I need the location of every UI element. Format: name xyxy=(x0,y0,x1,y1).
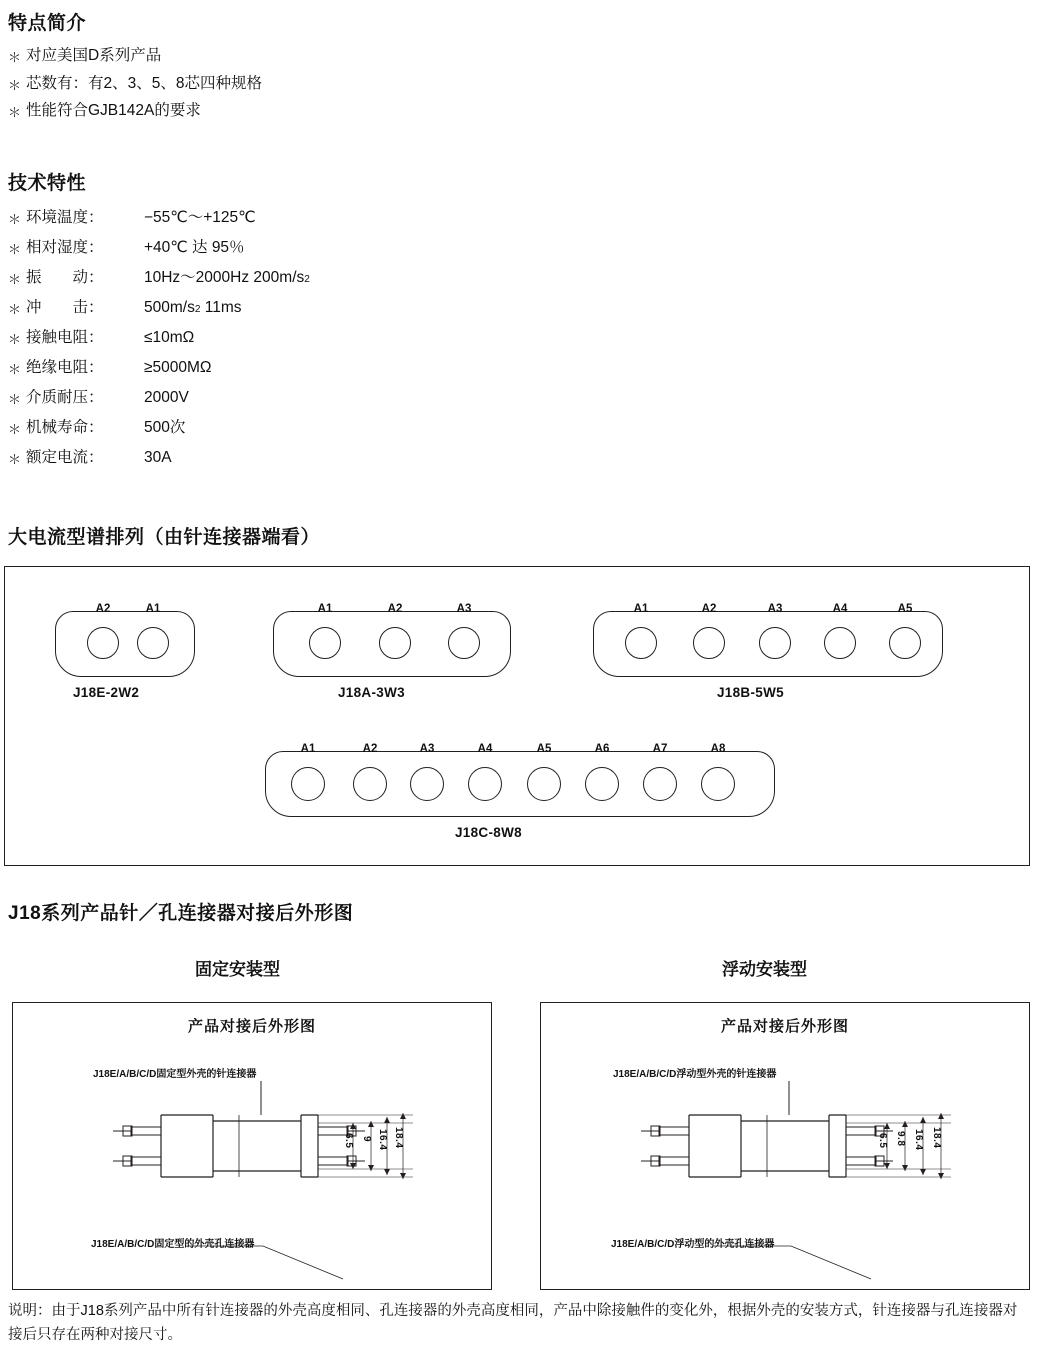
dimension-label: 9.8 xyxy=(895,1131,906,1147)
tech-value-2: 11ms xyxy=(200,299,242,316)
features-list xyxy=(8,48,262,131)
list-item xyxy=(8,103,262,119)
table-row xyxy=(8,360,310,376)
tech-value-exponent: 2 xyxy=(194,304,201,315)
tech-label: 绝缘电阻： xyxy=(26,359,104,376)
pin-circle xyxy=(468,767,502,801)
asterisk-icon: ＊ xyxy=(8,332,22,347)
pin-label: A4 xyxy=(477,743,493,755)
pin-label: A5 xyxy=(536,743,552,755)
asterisk-icon: ＊ xyxy=(8,362,22,377)
dimension-label: 6.5 xyxy=(343,1133,354,1149)
mating-left-heading: 固定安装型 xyxy=(195,960,280,979)
connector-caption: J18A-3W3 xyxy=(338,685,405,700)
table-row xyxy=(8,270,310,286)
tech-label: 额定电流： xyxy=(26,449,104,466)
callout-bottom-label: J18E/A/B/C/D浮动型的外壳孔连接器 xyxy=(611,1239,775,1250)
mating-left-svg xyxy=(13,1003,493,1291)
dimension-label: 9 xyxy=(361,1136,372,1143)
feature-text: 性能符合GJB142A的要求 xyxy=(26,102,201,119)
arrangement-title: 大电流型谱排列（由针连接器端看） xyxy=(8,527,321,548)
tech-label: 机械寿命： xyxy=(26,419,104,436)
table-row xyxy=(8,210,310,226)
tech-value: −55℃～+125℃ xyxy=(144,209,256,226)
asterisk-icon: ＊ xyxy=(8,422,22,437)
pin-circle xyxy=(693,627,725,659)
mating-left-drawing xyxy=(12,1002,492,1290)
feature-text: 对应美国D系列产品 xyxy=(26,47,162,64)
asterisk-icon: ＊ xyxy=(8,302,22,317)
drawing-inner-title: 产品对接后外形图 xyxy=(187,1018,316,1035)
callout-top-label: J18E/A/B/C/D浮动型外壳的针连接器 xyxy=(613,1069,777,1080)
pin-label: A7 xyxy=(652,743,668,755)
table-row xyxy=(8,240,310,256)
tech-value: 500次 xyxy=(144,419,186,436)
table-row xyxy=(8,300,310,316)
dimension-label: 18.4 xyxy=(393,1127,404,1149)
pin-label: A1 xyxy=(300,743,316,755)
connector-caption: J18B-5W5 xyxy=(717,685,784,700)
pin-circle xyxy=(643,767,677,801)
table-row xyxy=(8,450,310,466)
pin-label: A2 xyxy=(387,603,403,615)
tech-value: 30A xyxy=(144,449,172,466)
tech-label: 相对湿度： xyxy=(26,239,104,256)
connector-caption: J18E-2W2 xyxy=(73,685,140,700)
pin-circle xyxy=(625,627,657,659)
asterisk-icon: ＊ xyxy=(8,452,22,467)
tech-value: 2000V xyxy=(144,389,189,406)
pin-circle xyxy=(889,627,921,659)
tech-value: 10Hz～2000Hz 200m/s xyxy=(144,269,305,286)
pin-circle xyxy=(824,627,856,659)
pin-label: A3 xyxy=(419,743,435,755)
pin-circle xyxy=(137,627,169,659)
pin-label: A3 xyxy=(767,603,783,615)
tech-value: ≤10mΩ xyxy=(144,329,195,346)
dimension-label: 6.5 xyxy=(877,1133,888,1149)
mating-right-drawing xyxy=(540,1002,1030,1290)
table-row xyxy=(8,420,310,436)
feature-text: 芯数有：有2、3、5、8芯四种规格 xyxy=(26,74,262,92)
pin-circle xyxy=(759,627,791,659)
tech-label: 环境温度： xyxy=(26,209,104,226)
tech-label: 冲 击： xyxy=(26,299,104,316)
asterisk-icon: ＊ xyxy=(8,50,22,65)
pin-circle xyxy=(585,767,619,801)
pin-label: A3 xyxy=(456,603,472,615)
tech-value-exponent: 2 xyxy=(304,274,310,285)
mating-title: J18系列产品针／孔连接器对接后外形图 xyxy=(8,903,354,924)
mating-right-heading: 浮动安装型 xyxy=(722,960,807,979)
pin-circle xyxy=(309,627,341,659)
tech-title: 技术特性 xyxy=(8,173,87,194)
asterisk-icon: ＊ xyxy=(8,242,22,257)
pin-label: A2 xyxy=(362,743,378,755)
pin-circle xyxy=(353,767,387,801)
tech-value: ≥5000MΩ xyxy=(144,359,212,376)
callout-bottom-label: J18E/A/B/C/D固定型的外壳孔连接器 xyxy=(91,1239,255,1250)
pin-label: A1 xyxy=(633,603,649,615)
connector-arrangement-panel xyxy=(4,566,1030,866)
mating-right-svg xyxy=(541,1003,1031,1291)
pin-label: A8 xyxy=(710,743,726,755)
callout-top-label: J18E/A/B/C/D固定型外壳的针连接器 xyxy=(93,1069,257,1080)
table-row xyxy=(8,330,310,346)
asterisk-icon: ＊ xyxy=(8,77,22,93)
pin-circle xyxy=(291,767,325,801)
pin-label: A2 xyxy=(95,603,111,615)
dimension-label: 16.4 xyxy=(913,1129,924,1151)
tech-label: 接触电阻： xyxy=(26,329,104,346)
asterisk-icon: ＊ xyxy=(8,392,22,407)
connector-shell xyxy=(265,751,775,817)
table-row xyxy=(8,390,310,406)
list-item xyxy=(8,48,262,64)
tech-value: 500m/s xyxy=(144,299,195,316)
asterisk-icon: ＊ xyxy=(8,272,22,287)
tech-value: +40℃ 达 95％ xyxy=(144,239,245,256)
connector-shell xyxy=(55,611,195,677)
pin-circle xyxy=(527,767,561,801)
asterisk-icon: ＊ xyxy=(8,105,22,120)
pin-circle xyxy=(379,627,411,659)
dimension-label: 16.4 xyxy=(377,1129,388,1151)
pin-circle xyxy=(410,767,444,801)
dimension-label: 18.4 xyxy=(931,1127,942,1149)
connector-caption: J18C-8W8 xyxy=(455,825,522,840)
drawing-inner-title: 产品对接后外形图 xyxy=(720,1018,849,1035)
pin-label: A4 xyxy=(832,603,848,615)
list-item xyxy=(8,76,262,92)
pin-circle xyxy=(701,767,735,801)
pin-label: A2 xyxy=(701,603,717,615)
pin-label: A5 xyxy=(897,603,913,615)
footnote: 说明：由于J18系列产品中所有针连接器的外壳高度相同、孔连接器的外壳高度相同，产品中除接触件的变化外，根据外壳的安装方式，针连接器与孔连接器对接后只存在两种对接尺寸。 xyxy=(8,1303,1018,1343)
tech-label: 介质耐压： xyxy=(26,389,104,406)
pin-circle xyxy=(448,627,480,659)
pin-label: A1 xyxy=(317,603,333,615)
pin-label: A6 xyxy=(594,743,610,755)
asterisk-icon: ＊ xyxy=(8,212,22,227)
tech-list xyxy=(8,210,310,480)
tech-label: 振 动： xyxy=(26,269,104,286)
features-title: 特点简介 xyxy=(8,13,87,34)
pin-label: A1 xyxy=(145,603,161,615)
pin-circle xyxy=(87,627,119,659)
